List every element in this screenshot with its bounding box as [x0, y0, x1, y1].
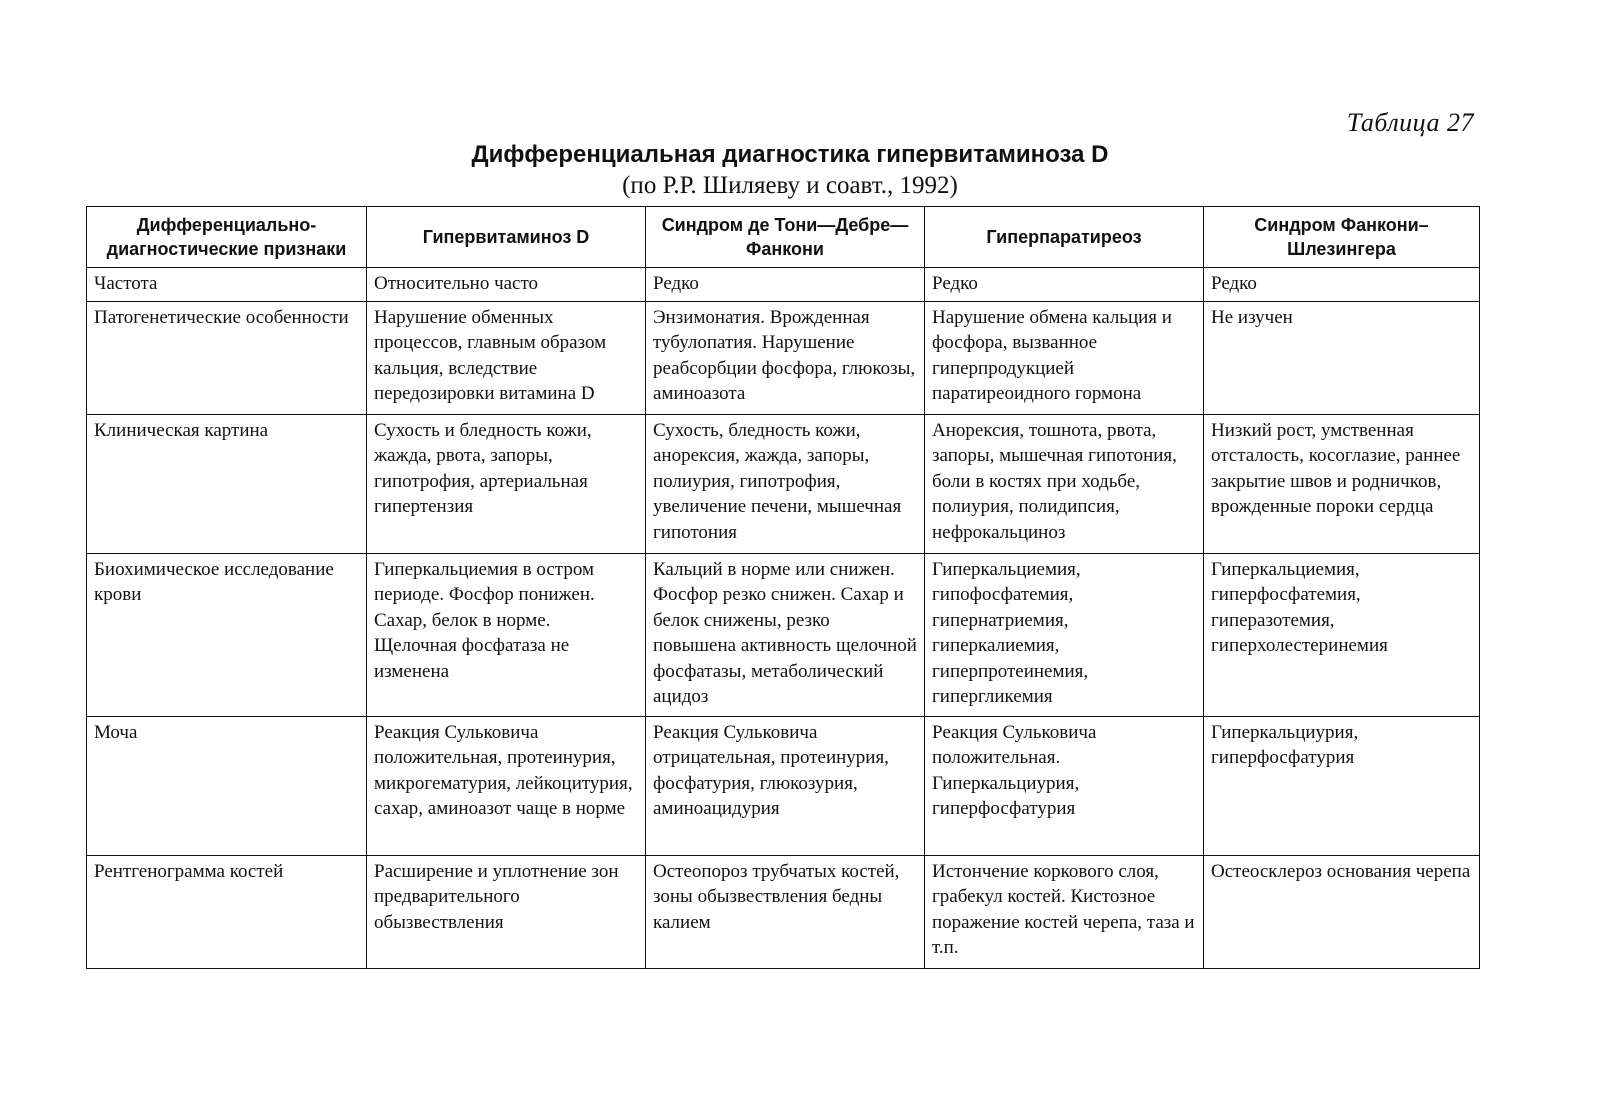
- row-label: Патогенетические особенности: [87, 301, 367, 414]
- table-cell: Относительно часто: [367, 268, 646, 302]
- row-label: Моча: [87, 716, 367, 855]
- table-cell: Реакция Сульковича отрицательная, протеинурия, фосфатурия, глюкозурия, аминоацидурия: [646, 716, 925, 855]
- table-number: Таблица 27: [1346, 108, 1474, 137]
- row-label: Рентгенограмма костей: [87, 855, 367, 968]
- table-cell: Гиперкальциемия, гиперфосфатемия, гиперазотемия, гиперхолестеринемия: [1204, 553, 1480, 716]
- table-cell: Реакция Сульковича положительная. Гиперкальциурия, гиперфосфатурия: [925, 716, 1204, 855]
- table-cell: Истончение коркового слоя, грабекул костей. Кистозное поражение костей черепа, таза и т.п.: [925, 855, 1204, 968]
- table-subtitle: (по Р.Р. Шиляеву и соавт., 1992): [622, 172, 958, 199]
- table-cell: Расширение и уплотнение зон предварительного обызвествления: [367, 855, 646, 968]
- header-hyperparathyroidism: Гиперпаратиреоз: [925, 207, 1204, 268]
- row-label: Биохимическое исследование крови: [87, 553, 367, 716]
- table-cell: Энзимонатия. Врожденная тубулопатия. Нарушение реабсорбции фосфора, глюкозы, аминоазота: [646, 301, 925, 414]
- table-title: Дифференциальная диагностика гипервитаминоза D: [471, 141, 1109, 168]
- title-block: [0, 140, 1580, 202]
- table-cell: Нарушение обменных процессов, главным образом кальция, вследствие передозировки витамина D: [367, 301, 646, 414]
- table-cell: Анорексия, тошнота, рвота, запоры, мышечная гипотония, боли в костях при ходьбе, полиурия, полидипсия, нефрокальциноз: [925, 414, 1204, 553]
- table-cell: Сухость, бледность кожи, анорексия, жажда, запоры, полиурия, гипотрофия, увеличение печени, мышечная гипотония: [646, 414, 925, 553]
- header-row: [87, 207, 1480, 268]
- row-label: Частота: [87, 268, 367, 302]
- table-cell: Гиперкальциурия, гиперфосфатурия: [1204, 716, 1480, 855]
- table-row: [87, 553, 1480, 716]
- table-row: [87, 855, 1480, 968]
- table-cell: Не изучен: [1204, 301, 1480, 414]
- table-cell: Низкий рост, умственная отсталость, косоглазие, раннее закрытие швов и родничков, врожденные пороки сердца: [1204, 414, 1480, 553]
- header-hypervitaminosis-d: Гипервитаминоз D: [367, 207, 646, 268]
- row-label: Клиническая картина: [87, 414, 367, 553]
- table-cell: Остеосклероз основания черепа: [1204, 855, 1480, 968]
- diagnostic-table: [86, 206, 1480, 969]
- table-row: [87, 716, 1480, 855]
- table-cell: Гиперкальциемия, гипофосфатемия, гипернатриемия, гиперкалиемия, гиперпротеинемия, гипергликемия: [925, 553, 1204, 716]
- header-fanconi-schlesinger: Синдром Фанкони–Шлезингера: [1204, 207, 1480, 268]
- table-cell: Нарушение обмена кальция и фосфора, вызванное гиперпродукцией паратиреоидного гормона: [925, 301, 1204, 414]
- table-cell: Редко: [925, 268, 1204, 302]
- table-cell: Гиперкальциемия в остром периоде. Фосфор понижен. Сахар, белок в норме. Щелочная фосфатаза не изменена: [367, 553, 646, 716]
- table-cell: Редко: [646, 268, 925, 302]
- table-row: [87, 414, 1480, 553]
- table-cell: Сухость и бледность кожи, жажда, рвота, запоры, гипотрофия, артериальная гипертензия: [367, 414, 646, 553]
- table-row: [87, 301, 1480, 414]
- header-de-toni-debre-fanconi: Синдром де Тони—Дебре—Фанкони: [646, 207, 925, 268]
- table-cell: Остеопороз трубчатых костей, зоны обызвествления бедны калием: [646, 855, 925, 968]
- table-cell: Редко: [1204, 268, 1480, 302]
- table-cell: Кальций в норме или снижен. Фосфор резко снижен. Сахар и белок снижены, резко повышена активность щелочной фосфатазы, метаболический ацидоз: [646, 553, 925, 716]
- table-row: [87, 268, 1480, 302]
- header-features: Дифференциально-диагностические признаки: [87, 207, 367, 268]
- table-cell: Реакция Сульковича положительная, протеинурия, микрогематурия, лейкоцитурия, сахар, аминоазот чаще в норме: [367, 716, 646, 855]
